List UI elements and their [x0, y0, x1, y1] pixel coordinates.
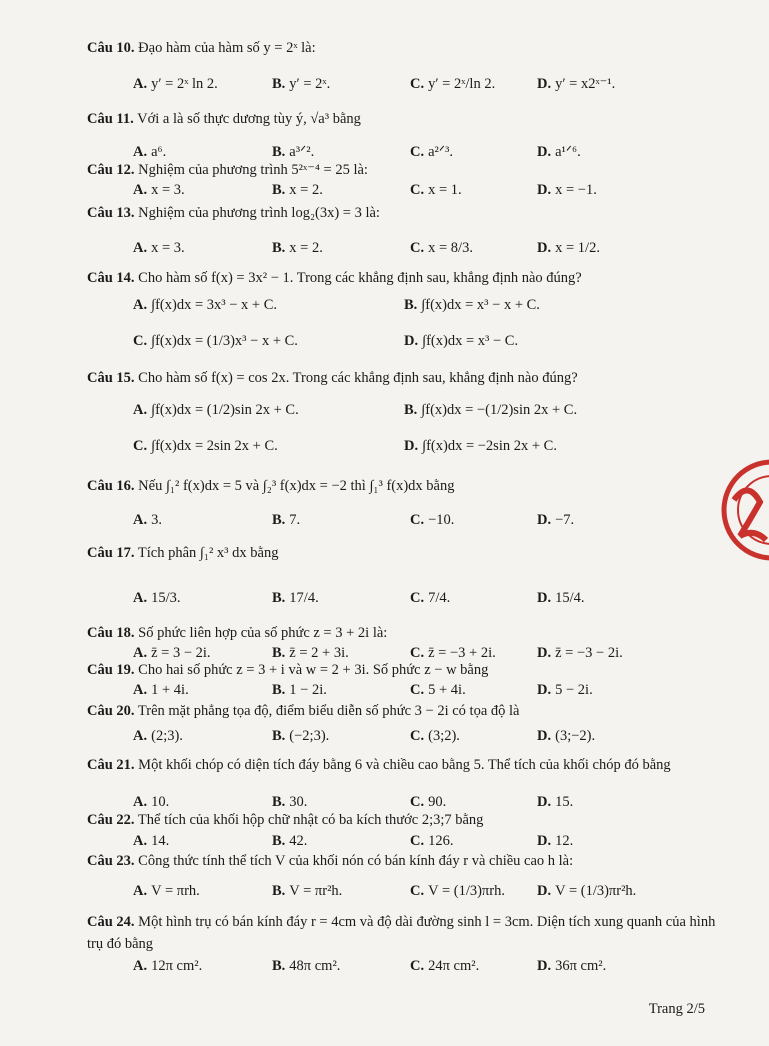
option-a: ∫f(x)dx = (1/2)sin 2x + C. [151, 402, 299, 418]
option-a: x = 3. [151, 240, 185, 256]
option-b: x = 2. [289, 182, 323, 198]
option-a: y′ = 2ˣ ln 2. [151, 76, 218, 92]
question-label: Câu 21. [87, 757, 135, 773]
question-label: Câu 24. [87, 914, 135, 930]
option-d: 15. [555, 794, 574, 810]
option-d: ∫f(x)dx = −2sin 2x + C. [422, 438, 557, 454]
question-text: Một hình trụ có bán kính đáy r = 4cm và độ dài đường sinh l = 3cm. Diện tích xung quanh của hình trụ đó bằng [87, 914, 716, 952]
question-label: Câu 11. [87, 111, 134, 127]
option-b: 30. [289, 794, 308, 810]
option-a: 10. [151, 794, 170, 810]
option-d: ∫f(x)dx = x³ − C. [422, 333, 519, 349]
option-d: y′ = x2ˣ⁻¹. [555, 76, 616, 92]
question-label: Câu 17. [87, 545, 135, 561]
question-label: Câu 15. [87, 370, 135, 386]
option-d: x = 1/2. [555, 240, 600, 256]
option-c: z̄ = −3 + 2i. [428, 645, 496, 661]
option-c: 90. [428, 794, 447, 810]
question-20 [87, 703, 727, 720]
option-d: V = (1/3)πr²h. [555, 883, 637, 899]
question-text: Cho hàm số f(x) = 3x² − 1. Trong các khẳng định sau, khẳng định nào đúng? [138, 270, 582, 286]
question-text: Nghiệm của phương trình 5²ˣ⁻⁴ = 25 là: [138, 162, 368, 178]
question-22 [87, 812, 727, 829]
question-18 [87, 625, 727, 642]
question-17 [87, 545, 727, 562]
option-b: a³ᐟ². [289, 144, 315, 160]
option-d: (3;−2). [555, 728, 596, 744]
question-label: Câu 23. [87, 853, 135, 869]
question-label: Câu 16. [87, 478, 135, 494]
question-label: Câu 13. [87, 205, 135, 221]
option-a: 1 + 4i. [151, 682, 189, 698]
option-b: 17/4. [289, 590, 319, 606]
exam-page: Câu 10. Đạo hàm của hàm số y = 2ˣ là: A. y′ = 2ˣ ln 2. B. y′ = 2ˣ. C. y′ = 2ˣ/ln 2. D. y′ = x2ˣ⁻¹. Câu 11. Với a là số thực dương tùy ý, √a³ bằng A. a⁶. B. a³ᐟ². C. a²ᐟ³. D. a¹ᐟ⁶. Câu 12. Nghiệm của phương trình 5²ˣ⁻⁴ = 25 là: A. x = 3. B. x = 2. C. x = 1. D. x = −1. Câu 13. Nghiệm của phương trình log₂(3x) = 3 là: A. x = 3. B. x = 2. C. x = 8/3. D. x = 1/2. Câu 14. Cho hàm số f(x) = 3x² − 1. Trong các khẳng định sau, khẳng định nào đúng? A. ∫f(x)dx = 3x³ − x + C. B. ∫f(x)dx = x³ − x + C. C. ∫f(x)dx = (1/3)x³ − x + C. D. ∫f(x)dx = x³ − C. Câu 15. Cho hàm số f(x) = cos 2x. Trong các khẳng định sau, khẳng định nào đúng? A. ∫f(x)dx = (1/2)sin 2x + C. B. ∫f(x)dx = −(1/2)sin 2x + C. C. ∫f(x)dx = 2sin 2x + C. D. ∫f(x)dx = −2sin 2x + C. Câu 16. Nếu ∫₁² f(x)dx = 5 và ∫₂³ f(x)dx = −2 thì ∫₁³ f(x)dx bằng A. 3. B. 7. C. −10. D. −7. Câu 17. Tích phân ∫₁² x³ dx bằng A. 15/3. B. 17/4. C. 7/4. D. 15/4. Câu 18. Số phức liên hợp của số phức z = 3 + 2i là: A. z̄ = 3 − 2i. B. z̄ = 2 + 3i. C. z̄ = −3 + 2i. D. z̄ = −3 − 2i. Câu 19. Cho hai số phức z = 3 + i và w = 2 + 3i. Số phức z − w bằng A. 1 + 4i. B. 1 − 2i. C. 5 + 4i. D. 5 − 2i. Câu 20. Trên mặt phẳng tọa độ, điểm biểu diễn số phức 3 − 2i có tọa độ là A. (2;3). B. (−2;3). C. (3;2). D. (3;−2). Câu 21. Một khối chóp có diện tích đáy bằng 6 và chiều cao bằng 5. Thể tích của khối chóp đó bằng A. 10. B. 30. C. 90. D. 15. Câu 22. Thể tích của khối hộp chữ nhật có ba kích thước 2;3;7 bằng A. 14. B. 42. C. 126. D. 12. Câu 23. Công thức tính thể tích V của khối nón có bán kính đáy r và chiều cao h là: A. V = πrh. B. V = πr²h. C. V = (1/3)πrh. D. V = (1/3)πr²h. Câu 24. Một hình trụ có bán kính đáy r = 4cm và độ dài đường sinh l = 3cm. Diện tích xung quanh của hình trụ đó bằng A. 12π cm². B. 48π cm². C. 24π cm². D. 36π cm². Trang 2/5 [0, 0, 769, 1046]
question-text: Công thức tính thể tích V của khối nón có bán kính đáy r và chiều cao h là: [138, 853, 574, 869]
option-c: a²ᐟ³. [428, 144, 454, 160]
question-23 [87, 853, 727, 870]
option-a: ∫f(x)dx = 3x³ − x + C. [151, 297, 277, 313]
question-label: Câu 12. [87, 162, 135, 178]
option-d: a¹ᐟ⁶. [555, 144, 581, 160]
option-b: ∫f(x)dx = −(1/2)sin 2x + C. [421, 402, 578, 418]
option-c: y′ = 2ˣ/ln 2. [428, 76, 496, 92]
question-text: Nghiệm của phương trình log₂(3x) = 3 là: [138, 205, 380, 221]
option-b: 1 − 2i. [289, 682, 327, 698]
option-b: x = 2. [289, 240, 323, 256]
option-d: 12. [555, 833, 574, 849]
option-d: 15/4. [555, 590, 585, 606]
seal-stamp-icon [720, 440, 769, 580]
question-21 [87, 754, 727, 776]
question-text: Cho hai số phức z = 3 + i và w = 2 + 3i. Số phức z − w bằng [138, 662, 489, 678]
option-a: (2;3). [151, 728, 183, 744]
question-text: Với a là số thực dương tùy ý, √a³ bằng [137, 111, 361, 127]
option-b: 7. [289, 512, 301, 528]
option-b: ∫f(x)dx = x³ − x + C. [421, 297, 540, 313]
option-c: 24π cm². [428, 958, 480, 974]
question-24 [87, 911, 727, 955]
option-c: 5 + 4i. [428, 682, 466, 698]
question-text: Trên mặt phẳng tọa độ, điểm biểu diễn số phức 3 − 2i có tọa độ là [137, 703, 520, 719]
question-16 [87, 478, 727, 495]
option-a: x = 3. [151, 182, 185, 198]
question-label: Câu 19. [87, 662, 135, 678]
question-label: Câu 14. [87, 270, 135, 286]
option-c: 126. [428, 833, 454, 849]
option-b: y′ = 2ˣ. [289, 76, 331, 92]
question-text: Một khối chóp có diện tích đáy bằng 6 và chiều cao bằng 5. Thể tích của khối chóp đó bằng [138, 757, 671, 773]
option-d: z̄ = −3 − 2i. [555, 645, 623, 661]
option-a: 3. [151, 512, 162, 528]
question-text: Cho hàm số f(x) = cos 2x. Trong các khẳng định sau, khẳng định nào đúng? [138, 370, 578, 386]
question-19 [87, 662, 727, 679]
option-b: 48π cm². [289, 958, 341, 974]
option-a: V = πrh. [151, 883, 200, 899]
option-a: 12π cm². [151, 958, 203, 974]
option-d: 36π cm². [555, 958, 607, 974]
question-label: Câu 20. [87, 703, 135, 719]
option-c: ∫f(x)dx = 2sin 2x + C. [151, 438, 278, 454]
question-text: Nếu ∫₁² f(x)dx = 5 và ∫₂³ f(x)dx = −2 thì ∫₁³ f(x)dx bằng [138, 478, 455, 494]
option-d: −7. [555, 512, 575, 528]
option-c: x = 8/3. [428, 240, 473, 256]
option-c: V = (1/3)πrh. [428, 883, 505, 899]
option-a: 14. [151, 833, 170, 849]
option-c: −10. [428, 512, 455, 528]
question-text: Thể tích của khối hộp chữ nhật có ba kích thước 2;3;7 bằng [137, 812, 484, 828]
option-c: ∫f(x)dx = (1/3)x³ − x + C. [151, 333, 298, 349]
option-d: x = −1. [555, 182, 597, 198]
option-c: x = 1. [428, 182, 462, 198]
question-12 [87, 162, 727, 179]
option-d: 5 − 2i. [555, 682, 593, 698]
option-b: V = πr²h. [289, 883, 343, 899]
option-a: a⁶. [151, 144, 167, 160]
option-a: z̄ = 3 − 2i. [151, 645, 211, 661]
question-text: Tích phân ∫₁² x³ dx bằng [137, 545, 279, 561]
option-a: 15/3. [151, 590, 181, 606]
option-c: (3;2). [428, 728, 460, 744]
option-c: 7/4. [428, 590, 451, 606]
question-10 [87, 40, 727, 57]
question-text: Số phức liên hợp của số phức z = 3 + 2i là: [138, 625, 388, 641]
question-label: Câu 10. [87, 40, 135, 56]
page-number: Trang 2/5 [648, 1001, 705, 1017]
question-11 [87, 111, 727, 128]
question-13 [87, 205, 727, 222]
option-b: z̄ = 2 + 3i. [289, 645, 349, 661]
question-label: Câu 18. [87, 625, 135, 641]
option-b: 42. [289, 833, 308, 849]
question-text: Đạo hàm của hàm số y = 2ˣ là: [138, 40, 316, 56]
question-15 [87, 370, 727, 387]
question-label: Câu 22. [87, 812, 135, 828]
option-b: (−2;3). [289, 728, 330, 744]
question-14 [87, 270, 727, 287]
